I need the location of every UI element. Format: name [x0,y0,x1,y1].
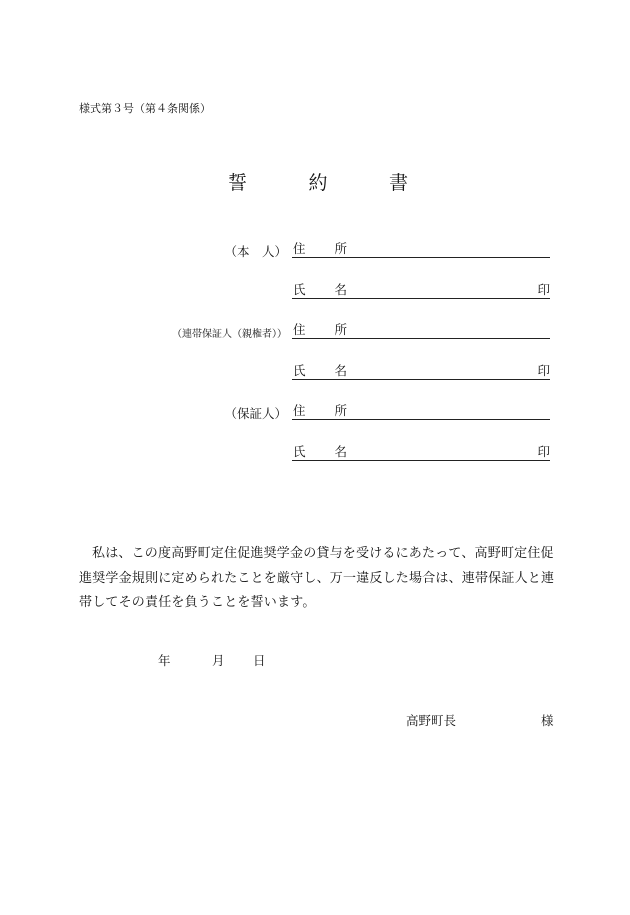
guarantor-name-field[interactable] [292,444,550,461]
seal-mark: 印 [537,282,550,297]
role-label-guarantor: （保証人） [224,406,287,421]
title-char-2: 約 [308,172,328,194]
recipient-honorific: 様 [541,713,554,728]
address-label: 住 所 [293,403,347,418]
date-month-label: 月 [212,653,225,668]
date-year-label: 年 [158,653,171,668]
seal-mark: 印 [537,363,550,378]
name-label: 氏 名 [293,444,347,459]
address-label: 住 所 [293,322,347,337]
self-name-field[interactable] [292,282,550,299]
title-char-1: 誓 [228,172,248,194]
recipient-title: 高野町長 [406,713,457,728]
self-address-field[interactable] [292,241,550,258]
role-label-joint-guarantor: （連帯保証人（親権者）） [172,329,287,340]
joint-guarantor-address-field[interactable] [292,322,550,339]
oath-paragraph: 私は、この度高野町定住促進奨学金の貸与を受けるにあたって、高野町定住促進奨学金規則に定められたことを厳守し、万一違反した場合は、連帯保証人と連帯してその責任を負うことを誓います。 [79,546,555,610]
address-label: 住 所 [293,241,347,256]
document-title [228,168,408,195]
seal-mark: 印 [537,444,550,459]
joint-guarantor-name-field[interactable] [292,363,550,380]
date-day-label: 日 [253,653,266,668]
name-label: 氏 名 [293,363,347,378]
form-number: 様式第３号（第４条関係） [79,102,211,115]
guarantor-address-field[interactable] [292,403,550,420]
role-label-self: （本 人） [224,244,287,259]
name-label: 氏 名 [293,282,347,297]
title-char-3: 書 [388,172,408,194]
